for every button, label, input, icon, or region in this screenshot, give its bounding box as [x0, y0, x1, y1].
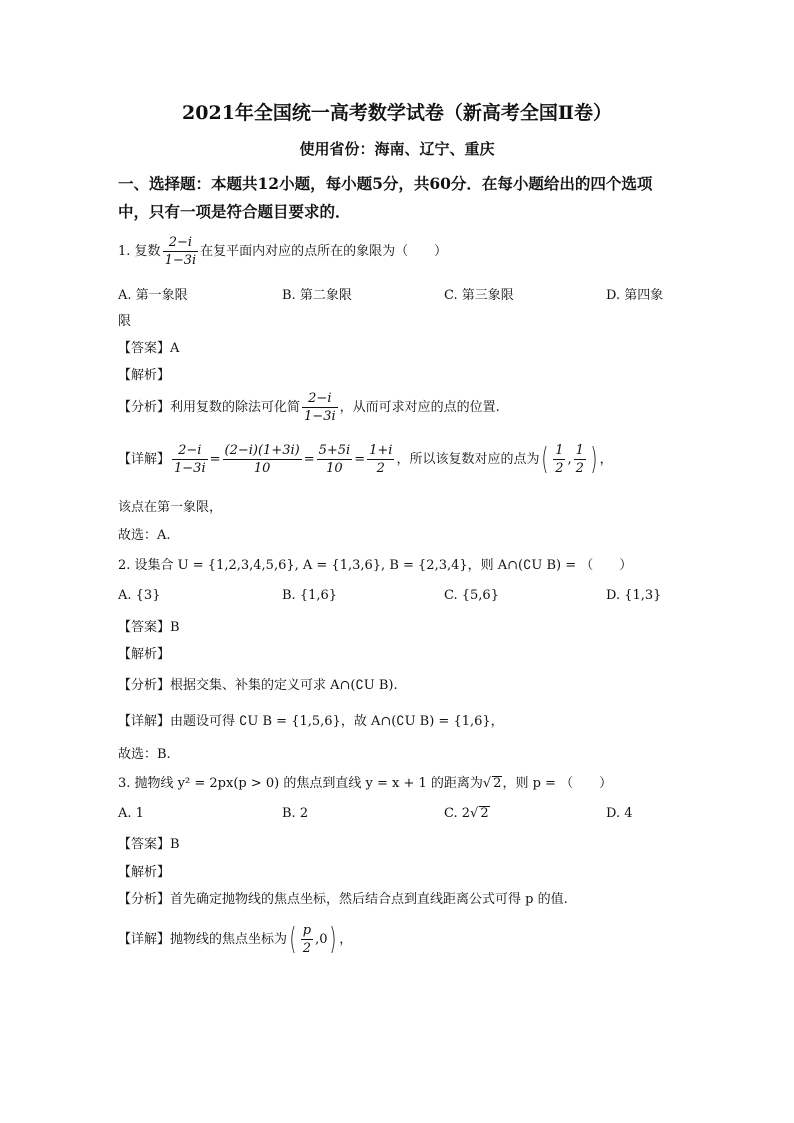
fraction — [367, 442, 394, 477]
q3-option-c — [444, 806, 490, 821]
question-text: ，则 p = （ ） — [502, 776, 613, 791]
q1-fenxi — [118, 390, 500, 425]
q3-jiexi: 【解析】 — [118, 865, 171, 880]
fraction-numerator: 2−i — [302, 390, 338, 408]
fenxi-label: 【分析】 — [118, 400, 171, 415]
q1-jiexi: 【解析】 — [118, 368, 171, 383]
fraction — [301, 922, 313, 957]
q2-fenxi: 【分析】根据交集、补集的定义可求 A∩(∁U B). — [118, 678, 398, 693]
right-paren: ) — [590, 441, 598, 477]
fraction-numerator: 5+5i — [318, 443, 351, 458]
left-paren: ( — [289, 921, 297, 957]
q1-option-a: A. 第一象限 — [118, 288, 188, 303]
q3-fenxi: 【分析】首先确定抛物线的焦点坐标，然后结合点到直线距离公式可得 p 的值. — [118, 892, 568, 907]
fraction-numerator: p — [302, 923, 312, 938]
option-text: C. 2 — [444, 806, 471, 821]
fraction — [317, 442, 353, 477]
question-2 — [118, 554, 632, 573]
sqrt-radicand: 2 — [493, 776, 502, 791]
q3-answer: 【答案】B — [118, 837, 180, 852]
q3-option-b: B. 2 — [282, 806, 309, 821]
fraction-numerator: 1+i — [369, 443, 393, 458]
q2-answer: 【答案】B — [118, 620, 180, 635]
q1-choose: 故选：A. — [118, 528, 171, 543]
q1-xiangjie: 【详解】 $\frac{2-i}{1-3i}$ = $\frac{(2-i)(1+3i)}{10}$ = $\frac{5+5i}{10}$ = $\frac{1+i}{2}$ ，所以该复数对应的点为( $\frac{1}{2}$ , $\frac{1}{2}$ ) ， — [118, 441, 613, 477]
fraction-denominator: 1−3i — [174, 461, 206, 476]
q1-option-d: D. 第四象 — [606, 288, 664, 303]
section-heading-line1: 一、选择题：本题共12小题，每小题5分，共60分．在每小题给出的四个选项 — [118, 174, 653, 193]
question-number: 3. — [118, 776, 131, 791]
q2-option-b: B. {1,6} — [282, 588, 338, 603]
fraction-denominator: 10 — [253, 461, 271, 476]
q3-option-d: D. 4 — [606, 806, 633, 821]
fraction-numerator: 1 — [575, 443, 584, 458]
fraction-numerator: 2−i — [172, 442, 208, 460]
sqrt-radicand: 2 — [480, 806, 489, 821]
q2-xiangjie: 【详解】由题设可得 ∁U B = {1,5,6}，故 A∩(∁U B) = {1,6}， — [118, 714, 504, 729]
sqrt-symbol: √ — [470, 806, 479, 821]
right-paren: ) — [329, 921, 337, 957]
q2-choose: 故选：B. — [118, 747, 171, 762]
question-text: 设集合 U = {1,2,3,4,5,6}, A = {1,3,6}, B = {2,3,4}，则 A∩(∁U B) = （ ） — [134, 558, 633, 573]
q1-option-c: C. 第三象限 — [444, 288, 514, 303]
question-text: 复数 — [134, 244, 161, 259]
fraction-numerator: 2−i — [163, 234, 199, 252]
q1-option-d-wrap: 限 — [118, 314, 132, 329]
q1-quadrant-line: 该点在第一象限， — [118, 500, 223, 515]
fraction — [553, 442, 565, 477]
question-text: 在复平面内对应的点所在的象限为（ ） — [200, 244, 448, 259]
page-subtitle: 使用省份：海南、辽宁、重庆 — [299, 140, 495, 158]
sqrt-symbol: √ — [482, 776, 492, 791]
fraction-denominator: 2 — [302, 941, 312, 956]
fraction-denominator: 2 — [575, 461, 584, 476]
fenxi-text: 利用复数的除法可化简 — [170, 400, 301, 415]
q2-option-a: A. {3} — [118, 588, 161, 603]
q1-option-b: B. 第二象限 — [282, 288, 352, 303]
fraction-denominator: 2 — [376, 461, 385, 476]
fraction-numerator: (2−i)(1+3i) — [224, 443, 300, 458]
xiangjie-end: ， — [339, 932, 353, 947]
fenxi-text: ，从而可求对应的点的位置. — [339, 400, 500, 415]
fraction-denominator: 2 — [555, 461, 564, 476]
question-3 — [118, 772, 612, 791]
fraction-numerator: 1 — [555, 443, 564, 458]
left-paren: ( — [541, 441, 549, 477]
xiangjie-text: ，所以该复数对应的点为 — [396, 452, 540, 467]
fraction-denominator: 1−3i — [304, 409, 336, 424]
page-title: 2021年全国统一高考数学试卷（新高考全国Ⅱ卷） — [182, 102, 612, 124]
question-number: 2. — [118, 558, 131, 573]
xiangjie-text: 【详解】抛物线的焦点坐标为 — [118, 932, 288, 947]
section-heading-line2: 中，只有一项是符合题目要求的． — [118, 202, 351, 221]
q1-answer: 【答案】A — [118, 341, 180, 356]
q3-xiangjie — [118, 922, 352, 957]
question-number: 1. — [118, 244, 131, 259]
fraction — [574, 442, 586, 477]
fraction — [163, 234, 199, 269]
xiangjie-label: 【详解】 — [118, 452, 171, 467]
q2-option-c: C. {5,6} — [444, 588, 499, 603]
fraction — [223, 442, 302, 477]
fraction — [302, 390, 338, 425]
q2-option-d: D. {1,3} — [606, 588, 662, 603]
q2-jiexi: 【解析】 — [118, 647, 171, 662]
q3-option-a: A. 1 — [118, 806, 144, 821]
question-1 — [118, 234, 447, 269]
focus-post: ,0 — [315, 932, 328, 947]
fraction-denominator: 1−3i — [164, 253, 197, 268]
question-text: 抛物线 y² = 2px(p > 0) 的焦点到直线 y = x + 1 的距离为 — [134, 776, 483, 791]
fraction-denominator: 10 — [326, 461, 343, 476]
fraction — [172, 442, 208, 477]
